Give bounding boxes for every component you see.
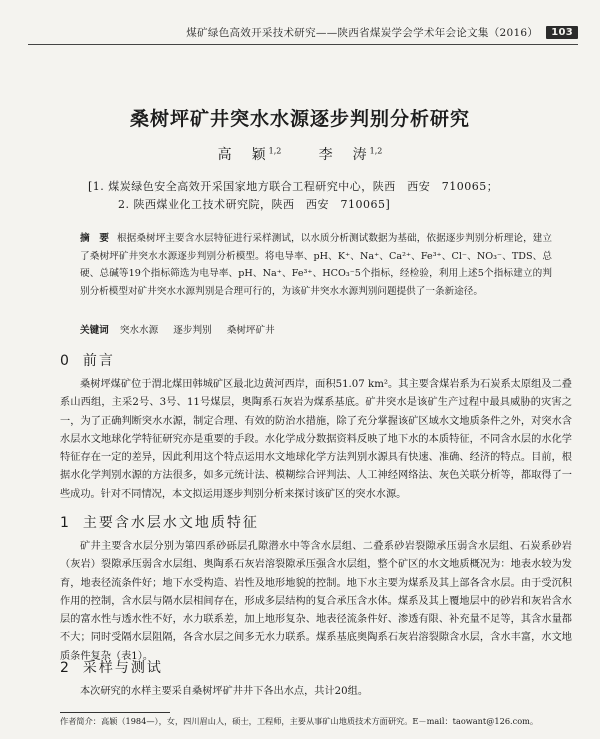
section-paragraph: 本次研究的水样主要采自桑树坪矿井井下各出水点，共计20组。 [80, 686, 369, 697]
abstract [80, 230, 552, 300]
author-superscript: 1,2 [268, 146, 282, 156]
author-name: 高 颖 [217, 147, 269, 163]
author-footnote: 作者简介：高颖（1984—），女，四川眉山人，硕士，工程师，主要从事矿山地质技术方面研究。E－mail：taowant@126.com。 [60, 716, 539, 726]
header-rule [28, 44, 578, 45]
author-superscript: 1,2 [369, 146, 383, 156]
footnote-rule [60, 712, 170, 713]
section-heading [60, 657, 163, 677]
keywords-label: 关键词 [80, 325, 109, 336]
section-title: 采样与测试 [82, 660, 163, 676]
section-title: 前言 [82, 353, 115, 369]
running-header [28, 22, 578, 42]
keywords [80, 322, 552, 336]
section-paragraph: 矿井主要含水层分别为第四系砂砾层孔隙潜水中等含水层组、二叠系砂岩裂隙承压弱含水层组、石炭系砂岩（灰岩）裂隙承压弱含水层组、奥陶系石灰岩溶裂隙承压强含水层组，整个矿区的水文地质概况为：地表水较为发育，地表径流条件好；地下水受构造、岩性及地形地貌的控制。地下水主要为煤系及其上部各含水层。由于受沉积作用的控制，含水层与隔水层相间存在，形成多层结构的复合承压含水体。煤系及其上覆地层中的砂岩和灰岩含水层的富水性与透水性不好，水力联系差，加上地形复杂、地表径流条件好、渗透有限、补充量不足等，其含水量都不大；同时受隔水层阻隔，各含水层之间多无水力联系。煤系基底奥陶系石灰岩溶裂隙含水层，含水丰富，水文地质条件复杂（表1）。 [60, 541, 572, 662]
keyword: 桑树坪矿井 [226, 325, 275, 336]
section-title: 主要含水层水文地质特征 [82, 515, 259, 531]
section-paragraph: 桑树坪煤矿位于渭北煤田韩城矿区最北边黄河西岸，面积51.07 km²。其主要含煤岩系为石炭系太原组及二叠系山西组，主采2号、3号、11号煤层，奥陶系石灰岩为煤系基底。矿井突水是该矿生产过程中最具威胁的灾害之一，为了正确判断突水水源，制定合理、有效的防治水措施，除了充分掌握该矿区域水文地质条件之外，对突水含水层水文地球化学特征研究亦是重要的手段。水化学成分数据资料反映了地下水的本质特征，不同含水层的水化学特征存在一定的差异，因此利用这个特点运用水文地球化学方法判别水源具有快速、准确、经济的特点。目前，根据水化学判别水源的方法很多，如多元统计法、模糊综合评判法、人工神经网络法、灰色关联分析等，都取得了一些成功。针对不同情况，本文拟运用逐步判别分析来探讨该矿区的突水水源。 [60, 379, 572, 500]
section-heading [60, 350, 115, 370]
author-name: 李 涛 [318, 147, 370, 163]
keyword: 突水水源 [119, 325, 159, 336]
section-number: 0 [60, 353, 71, 369]
author-line [0, 144, 600, 164]
affiliation-2: 2. 陕西煤业化工技术研究院，陕西 西安 710065] [118, 198, 391, 211]
abstract-text: 根据桑树坪主要含水层特征进行采样测试，以水质分析测试数据为基础，依据逐步判别分析理论，建立了桑树坪矿井突水水源逐步判别分析模型。将电导率、pH、K⁺、Na⁺、Ca²⁺、Fe³⁺、Cl⁻、NO₃⁻、TDS、总硬、总碱等19个指标筛选为电导率、pH、Na⁺、Fe³⁺、HCO₃⁻5个指标，经检验，利用上述5个指标建立的判别分析模型对矿井突水水源判别是合理可行的，为该矿井突水水源判别问题提供了一条新途径。 [80, 233, 553, 297]
paper-title: 桑树坪矿井突水水源逐步判别分析研究 [129, 108, 470, 130]
affiliation-1: [1. 煤炭绿色安全高效开采国家地方联合工程研究中心，陕西 西安 710065； [88, 180, 499, 193]
abstract-label: 摘 要 [80, 233, 110, 244]
section-number: 2 [60, 660, 71, 676]
section-number: 1 [60, 515, 71, 531]
running-header-text: 煤矿绿色高效开采技术研究——陕西省煤炭学会学术年会论文集（2016） [186, 26, 539, 39]
page-number: 103 [546, 26, 578, 39]
section-heading [60, 512, 259, 532]
keyword: 逐步判别 [173, 325, 212, 336]
